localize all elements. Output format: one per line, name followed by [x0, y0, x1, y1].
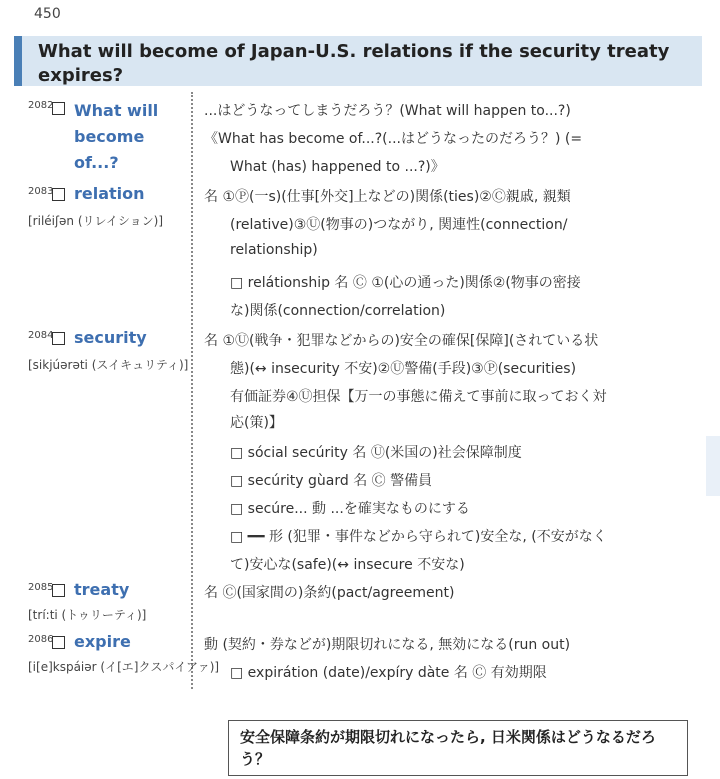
definition-line: 《What has become of...?(...はどうなったのだろう？) (= — [204, 131, 583, 147]
pronunciation: [trí:ti (トゥリーティ)] — [28, 608, 147, 622]
entry-number: 2082 — [28, 100, 54, 111]
headword: expire — [74, 632, 131, 651]
definition-line: な)関係(connection/correlation) — [230, 303, 446, 319]
checkbox-square — [52, 332, 65, 345]
definition-line: ...はどうなってしまうだろう？(What will happen to...?) — [204, 103, 571, 119]
pronunciation: [i[e]kspáiər (イ[エ]クスパイアァ)] — [28, 660, 220, 674]
headword: What will become of...? — [74, 101, 159, 172]
definition-line: (relative)③Ⓤ(物事の)つながり, 関連性(connection/ — [230, 217, 568, 233]
definition-line: 態)(↔ insecurity 不安)②Ⓤ警備(手段)③Ⓟ(securities) — [230, 361, 577, 377]
definition-line: 応(策)】 — [230, 415, 283, 431]
translation-text: 安全保障条約が期限切れになったら, 日米関係はどうなるだろう？ — [240, 728, 656, 768]
definition-line: て)安心な(safe)(↔ insecure 不安な) — [230, 557, 465, 573]
checkbox-square — [52, 636, 65, 649]
definition-line: 有価証券④Ⓤ担保【万一の事態に備えて事前に取っておく対 — [230, 389, 607, 405]
definition-line: 名 ①Ⓟ(一s)(仕事[外交]上などの)関係(ties)②Ⓒ親戚, 親類 — [204, 189, 571, 205]
pronunciation: [riléiʃən (リレイション)] — [28, 214, 164, 228]
definition-line: What (has) happened to ...?)》 — [230, 159, 445, 175]
pronunciation: [sikjúərəti (スイキュリティ)] — [28, 358, 189, 372]
headword: treaty — [74, 580, 130, 599]
entry-number: 2084 — [28, 330, 54, 341]
headword: security — [74, 328, 147, 347]
checkbox-square — [52, 102, 65, 115]
definition-line: □ secúre... 動 ...を確実なものにする — [230, 501, 470, 517]
definition-line: □ expirátion (date)/expíry dàte 名 Ⓒ 有効期限 — [230, 665, 547, 681]
entry-number: 2086 — [28, 634, 54, 645]
page-number: 450 — [34, 6, 61, 22]
definition-line: □ sócial secúrity 名 Ⓤ(米国の)社会保障制度 — [230, 445, 522, 461]
entry-number: 2085 — [28, 582, 54, 593]
definition-line: 名 ①Ⓤ(戦争・犯罪などからの)安全の確保[保障](されている状 — [204, 333, 599, 349]
checkbox-square — [52, 584, 65, 597]
side-tab — [706, 436, 720, 496]
checkbox-square — [52, 188, 65, 201]
definition-line: □ ━━ 形 (犯罪・事件などから守られて)安全な, (不安がなく — [230, 529, 607, 545]
definition-line: □ secúrity gùard 名 Ⓒ 警備員 — [230, 473, 433, 489]
headword: relation — [74, 184, 145, 203]
column-divider — [191, 92, 193, 689]
page-heading: What will become of Japan-U.S. relations if the security treaty expires? — [38, 41, 670, 86]
definition-line: 動 (契約・券などが)期限切れになる, 無効になる(run out) — [204, 637, 571, 653]
definition-line: 名 Ⓒ(国家間の)条約(pact/agreement) — [204, 585, 455, 601]
definition-line: relationship) — [230, 242, 318, 258]
entry-number: 2083 — [28, 186, 54, 197]
definition-line: □ relátionship 名 Ⓒ ①(心の通った)関係②(物事の密接 — [230, 275, 581, 291]
